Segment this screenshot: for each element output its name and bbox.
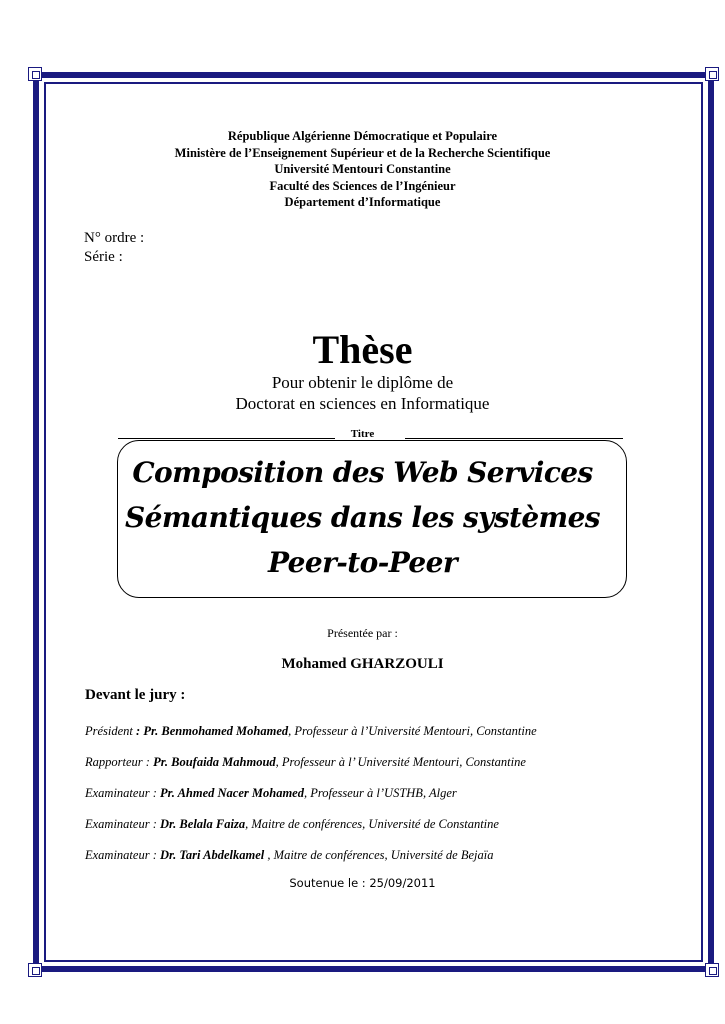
- header-faculty: Faculté des Sciences de l’Ingénieur: [269, 178, 456, 193]
- document-type-heading: Thèse: [312, 327, 413, 372]
- corner-ornament-bottom-right: [705, 963, 719, 977]
- jury-member: [85, 755, 526, 770]
- header-ministry: Ministère de l’Enseignement Supérieur et de la Recherche Scientifique: [174, 145, 551, 160]
- jury-name: Pr. Benmohamed Mohamed: [143, 724, 289, 738]
- jury-detail: , Professeur à l’Université Mentouri, Constantine: [288, 724, 537, 738]
- title-label: Titre: [350, 428, 375, 440]
- header-republic: République Algérienne Démocratique et Populaire: [227, 129, 498, 143]
- thesis-title: [60, 450, 665, 585]
- thesis-title-line-2: Sémantiques dans les systèmes: [125, 501, 600, 534]
- title-rule-right: [405, 438, 623, 439]
- jury-role: Examinateur :: [85, 786, 160, 800]
- jury-heading: Devant le jury :: [85, 687, 186, 703]
- jury-name: Dr. Belala Faiza: [159, 817, 246, 831]
- author-name: Mohamed GHARZOULI: [281, 656, 444, 672]
- corner-ornament-bottom-left: [28, 963, 42, 977]
- order-number-label: N° ordre :: [84, 230, 145, 246]
- jury-role: Examinateur :: [85, 848, 160, 862]
- corner-ornament-top-left: [28, 67, 42, 81]
- corner-ornament-top-right: [705, 67, 719, 81]
- thesis-title-line-3: Peer-to-Peer: [267, 546, 458, 579]
- jury-detail: , Professeur à l’ Université Mentouri, Constantine: [275, 755, 526, 769]
- jury-detail: , Maitre de conférences, Université de Bejaïa: [264, 848, 494, 862]
- jury-name: Pr. Ahmed Nacer Mohamed: [159, 786, 304, 800]
- jury-detail: , Professeur à l’USTHB, Alger: [303, 786, 457, 800]
- jury-member: [85, 724, 537, 739]
- jury-member: [85, 848, 494, 863]
- jury-name: Pr. Boufaida Mahmoud: [153, 755, 276, 769]
- presented-by-label: Présentée par :: [327, 626, 398, 640]
- jury-name: Dr. Tari Abdelkamel: [159, 848, 265, 862]
- defense-date: Soutenue le : 25/09/2011: [289, 876, 436, 890]
- jury-member: [85, 817, 499, 832]
- jury-member: [85, 786, 457, 801]
- series-label: Série :: [84, 249, 123, 265]
- jury-role: Président: [85, 724, 133, 738]
- jury-separator: :: [132, 724, 144, 738]
- jury-role: Examinateur :: [85, 817, 160, 831]
- jury-role: Rapporteur :: [85, 755, 154, 769]
- header-department: Département d’Informatique: [284, 195, 441, 209]
- thesis-title-line-1: Composition des Web Services: [132, 456, 593, 489]
- jury-detail: , Maitre de conférences, Université de Constantine: [245, 817, 499, 831]
- institution-header: [60, 128, 665, 211]
- degree-purpose: Pour obtenir le diplôme de: [271, 373, 454, 392]
- header-university: Université Mentouri Constantine: [274, 162, 451, 176]
- degree-name: Doctorat en sciences en Informatique: [235, 394, 490, 413]
